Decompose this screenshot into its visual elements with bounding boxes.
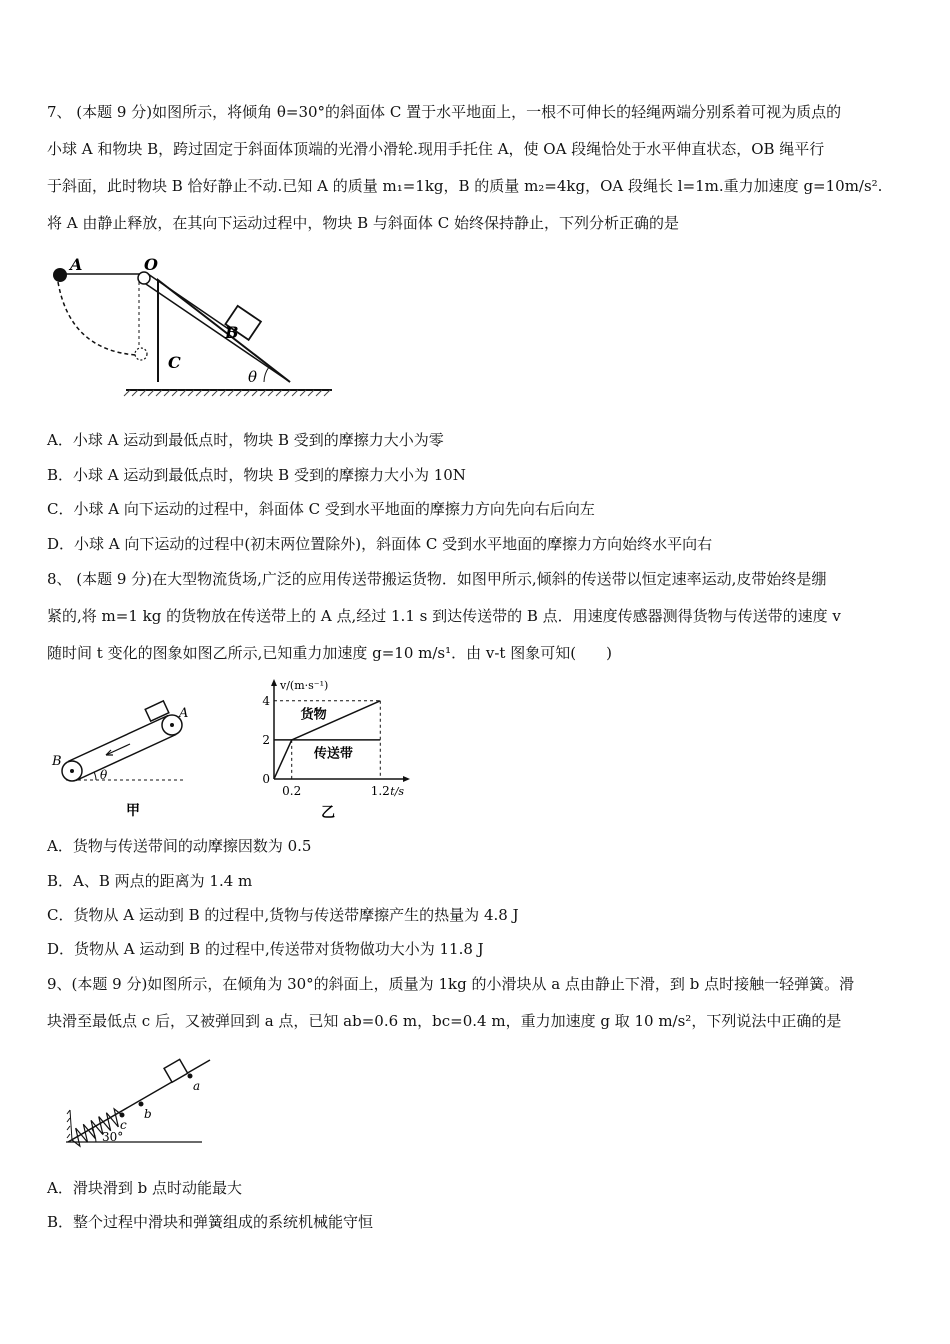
jia-angle-arc: [94, 772, 96, 780]
chart-xtick-02: 0.2: [282, 784, 302, 798]
q9-figure: [50, 1050, 220, 1150]
incline-surface: [140, 280, 290, 382]
q9-incline: [68, 1060, 210, 1142]
q8-option-d: D．货物从 A 运动到 B 的过程中,传送带对货物做功大小为 11.8 J: [47, 940, 484, 958]
q9-point-c: [120, 1113, 125, 1118]
q8-option-c: C．货物从 A 运动到 B 的过程中,货物与传送带摩擦产生的热量为 4.8 J: [47, 906, 519, 924]
q7-option-d: D．小球 A 向下运动的过程中(初末两位置除外)，斜面体 C 受到水平地面的摩擦力方向始终水平向右: [47, 535, 713, 553]
q8-option-b: B．A、B 两点的距离为 1.4 m: [47, 872, 253, 890]
q9-label-a: a: [193, 1079, 201, 1093]
q8-line-1: 8、 (本题 9 分)在大型物流货场,广泛的应用传送带搬运货物．如图甲所示,倾斜的传送带以恒定速率运动,皮带始终是绷: [47, 570, 827, 588]
q7-option-b: B．小球 A 运动到最低点时，物块 B 受到的摩擦力大小为 10N: [47, 466, 466, 484]
q7-line-4: 将 A 由静止释放，在其向下运动过程中，物块 B 与斜面体 C 始终保持静止，下列分析正确的是: [47, 214, 679, 232]
ball-a: [53, 268, 67, 282]
ground: [124, 390, 332, 396]
q7-option-c: C．小球 A 向下运动的过程中，斜面体 C 受到水平地面的摩擦力方向先向右后向左: [47, 500, 595, 518]
q9-option-b: B．整个过程中滑块和弹簧组成的系统机械能守恒: [47, 1213, 374, 1231]
chart-ytick-0: 0: [262, 772, 270, 786]
jia-arrow: [106, 744, 130, 755]
q9-option-a: A．滑块滑到 b 点时动能最大: [47, 1179, 242, 1197]
jia-belt-bottom: [76, 735, 176, 781]
q9-label-b: b: [144, 1107, 152, 1121]
jia-label-b: B: [52, 754, 62, 769]
jia-label-theta: θ: [100, 768, 108, 782]
q8-vt-chart: [250, 675, 420, 823]
series-cargo-label: 货物: [300, 707, 327, 723]
chart-xtick-12: 1.2: [370, 784, 390, 798]
chart-caption: 乙: [321, 805, 336, 821]
q9-wall: [67, 1110, 72, 1140]
q7-line-2: 小球 A 和物块 B，跨过固定于斜面体顶端的光滑小滑轮.现用手托住 A，使 OA 段绳恰处于水平伸直状态，OB 绳平行: [47, 140, 825, 158]
q8-line-3: 随时间 t 变化的图象如图乙所示,已知重力加速度 g=10 m/s¹．由 v-t 图象可知( ): [47, 644, 612, 662]
q9-slider-block: [164, 1059, 188, 1082]
q9-label-angle: 30°: [102, 1130, 124, 1144]
jia-caption: 甲: [126, 803, 140, 819]
q7-line-1: 7、 (本题 9 分)如图所示，将倾角 θ=30°的斜面体 C 置于水平地面上，一根不可伸长的轻绳两端分别系着可视为质点的: [47, 103, 842, 121]
ball-path: [58, 282, 136, 355]
chart-ytick-2: 2: [262, 732, 270, 747]
ball-a-low: [135, 348, 147, 360]
q9-line-2: 块滑至最低点 c 后，又被弹回到 a 点，已知 ab=0.6 m，bc=0.4 m，重力加速度 g 取 10 m/s²，下列说法中正确的是: [47, 1012, 842, 1030]
jia-roller-b-axle: [70, 769, 74, 773]
q9-label-c: c: [120, 1118, 127, 1132]
chart-xlabel: t/s: [390, 785, 405, 798]
rope-ob: [148, 274, 230, 330]
chart-ylabel: v/(m·s⁻¹): [280, 679, 329, 692]
series-belt-label: 传送带: [313, 746, 353, 762]
q8-option-a: A．货物与传送带间的动摩擦因数为 0.5: [47, 837, 312, 855]
label-a: A: [70, 255, 83, 274]
label-theta: θ: [248, 368, 258, 386]
q7-figure: [40, 250, 340, 402]
q8-line-2: 紧的,将 m=1 kg 的货物放在传送带上的 A 点,经过 1.1 s 到达传送带的 B 点．用速度传感器测得货物与传送带的速度 v: [47, 607, 841, 625]
chart-ytick-4: 4: [262, 693, 270, 708]
label-c: C: [168, 353, 181, 372]
label-b: B: [225, 323, 239, 342]
q7-line-3: 于斜面，此时物块 B 恰好静止不动.已知 A 的质量 m₁=1kg，B 的质量 m₂=4kg，OA 段绳长 l=1m.重力加速度 g=10m/s².: [47, 177, 883, 195]
angle-arc: [264, 367, 269, 382]
jia-belt-top: [68, 716, 168, 762]
jia-label-a: A: [179, 706, 189, 721]
jia-roller-a-axle: [170, 723, 174, 727]
q8-figure-jia: [48, 695, 198, 820]
q9-point-b: [139, 1102, 144, 1107]
q7-option-a: A．小球 A 运动到最低点时，物块 B 受到的摩擦力大小为零: [47, 431, 444, 449]
q9-line-1: 9、(本题 9 分)如图所示，在倾角为 30°的斜面上，质量为 1kg 的小滑块从 a 点由静止下滑，到 b 点时接触一轻弹簧。滑: [47, 975, 855, 993]
chart-y-arrow: [271, 679, 277, 686]
label-o: O: [144, 255, 158, 274]
q9-point-a: [188, 1074, 193, 1079]
chart-x-arrow: [403, 776, 410, 782]
